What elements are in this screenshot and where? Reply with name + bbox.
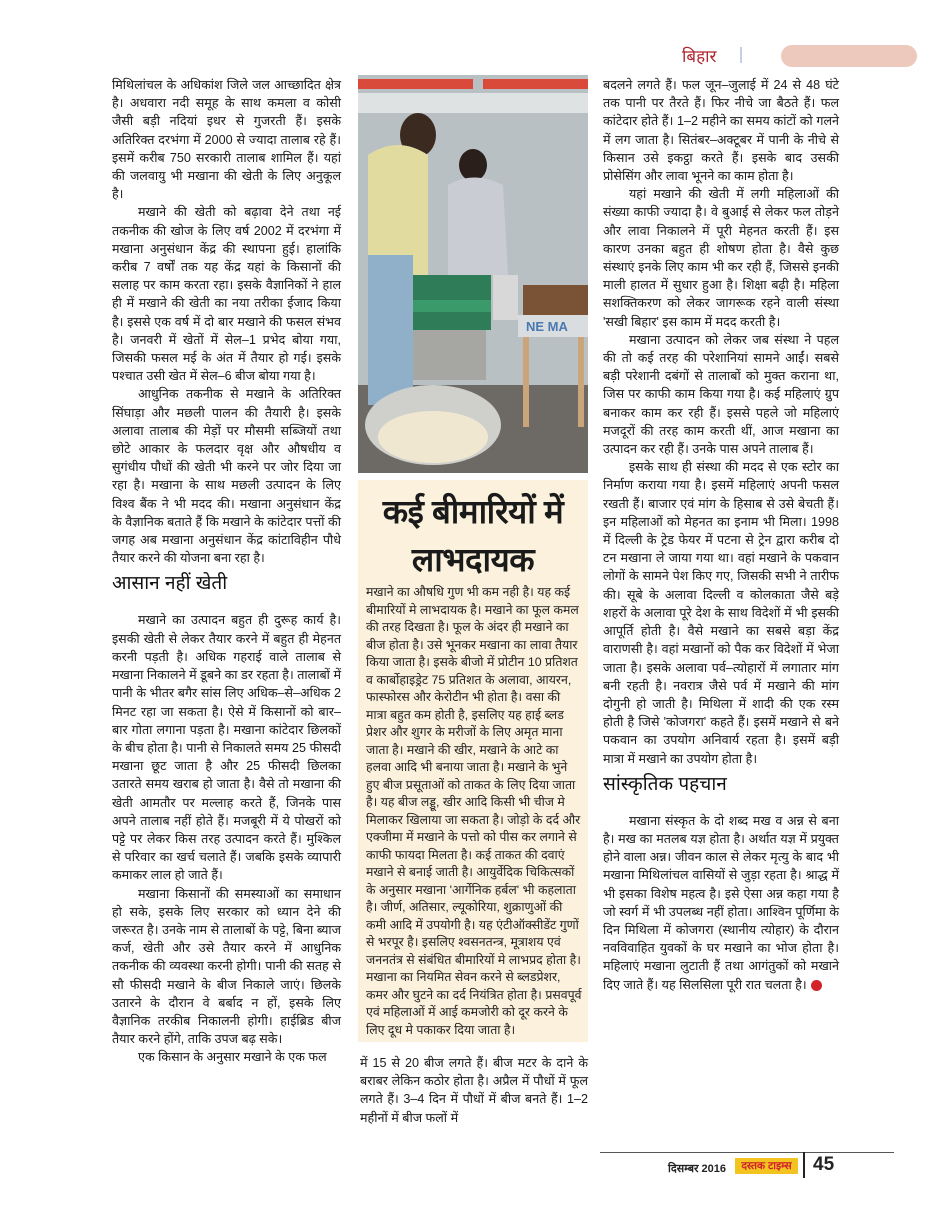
paragraph-text: मखाना संस्कृत के दो शब्द मख व अन्न से बना है। मख का मतलब यज्ञ होता है। अर्थात यज्ञ में प्रयुक्त होने वाला अन्न। जीवन काल से लेकर मृत्यु के बाद भी मखाना मिथिलांचल वासियों से जुड़ा रहता है। श्राद्ध में भी इसका विशेष महत्व है। इसे ऐसा अन्न कहा गया है जो स्वर्ग में भी उपलब्ध नहीं होता। आश्विन पूर्णिमा के दिन मिथिला में कोजगरा (स्थानीय त्योहार) के दौरान नवविवाहित युवकों के घर मखाने का भोज होता है। महिलाएं मखाना लुटाती हैं तथा आगंतुकों को मखाने दिए जाते हैं। यह सिलसिला पूरी रात चलता है। (603, 813, 839, 992)
header-divider (740, 47, 742, 63)
paragraph: में 15 से 20 बीज लगते हैं। बीज मटर के दाने के बराबर लेकिन कठोर होता है। अप्रैल में पौधों में फूल लगते हैं। 3–4 दिन में पौधों में बीज बनते हैं। 1–2 महीनों में बीज फलों में (360, 1056, 588, 1125)
paragraph: एक किसान के अनुसार मखाने के एक फल (138, 1050, 327, 1065)
header-decor-pill (781, 45, 917, 67)
paragraph: मखाने की खेती को बढ़ावा देने तथा नई तकनीक की खोज के लिए वर्ष 2002 में दरभंगा में मखाना अनुसंधान केंद्र की स्थापना हुई। हालांकि करीब 7 वर्षों तक यह केंद्र यहां के किसानों की सलाह पर काम करता रहा। इसके वैज्ञानिकों ने हाल ही में मखाने की खेती का नया तरीका ईजाद किया है। इससे एक वर्ष में दो बार मखाने की फसल संभव है। जनवरी में खेतों में सेल–1 प्रभेद बोया गया, जिसकी फसल मई के अंत में तैयार हो गई। इसके पश्चात उसी खेत में सेल–6 बीज बोया गया है। (112, 205, 341, 384)
paragraph: आधुनिक तकनीक से मखाने के अतिरिक्त सिंघाड़ा और मछली पालन की तैयारी है। इसके अलावा तालाब की मेड़ों पर मौसमी सब्जियों तथा छोटे आकार के फलदार वृक्ष और औषधीय व सुगंधीय पौधों की खेती भी करने पर जोर दिया जा रहा है। मखाना के साथ मछली उत्पादन के लिए विश्व बैंक ने भी मदद की। मखाना अनुसंधान केंद्र के वैज्ञानिक बताते हैं कि मखाने के कांटेदार पत्तों की जगह अब मखाना अनुसंधान केंद्र कांटाविहीन पौधे तैयार करने की योजना बना रहा है। (112, 387, 341, 566)
sidebar-box (358, 480, 588, 1042)
footer-divider (803, 1152, 805, 1178)
sidebar-title: कई बीमारियों में लाभदायक (382, 493, 564, 578)
article-column-1 (112, 76, 341, 1067)
photo-illustration (358, 75, 588, 473)
paragraph: इसके साथ ही संस्था की मदद से एक स्टोर का निर्माण कराया गया है। इसमें महिलाएं अपनी फसल रखती हैं। बाजार एवं मांग के हिसाब से उसे बेचती हैं। इन महिलाओं को मेहनत का इनाम भी मिला। 1998 में दिल्ली के ट्रेड फेयर में पटना से ट्रेन द्वारा करीब दो टन मखाना ले जाया गया था। वहां मखाने के पकवान लोगों के सामने पेश किए गए, जिसकी सभी ने तारीफ की। सूबे के अलावा दिल्ली व कोलकाता जैसे बड़े शहरों के अलावा पूरे देश के साथ विदेशों में भी इसकी आपूर्ति होती है। वैसे मखाने का सबसे बड़ा केंद्र वाराणसी है। वहां मखानों को पैक कर विदेशों में भेजा जाता है। इसके अलावा पर्व–त्योहारों में लगातार मांग बनी रहती है। नवरात्र जैसे पर्व में मखाने की मांग दोगुनी हो जाती है। मिथिला में शादी की एक रस्म होती है जिसे 'कोजगरा' कहते हैं। इसमें मखाने से बने पकवान का उपयोग अनिवार्य रहता है। इसमें बड़ी मात्रा में मखाने का उपयोग होता है। (603, 460, 839, 766)
subheading: आसान नहीं खेती (112, 573, 228, 595)
footer-rule (600, 1152, 894, 1153)
article-photo (358, 75, 588, 473)
paragraph: बदलने लगते हैं। फल जून–जुलाई में 24 से 48 घंटे तक पानी पर तैरते हैं। फिर नीचे जा बैठते हैं। फल कांटेदार होते हैं। 1–2 महीने का समय कांटों को गलने में लग जाता है। सितंबर–अक्टूबर में पानी के नीचे से किसान उसे इकट्ठा करते हैं। इसके बाद उसकी प्रोसेसिंग और लावा भूनने का काम होता है। (603, 78, 839, 184)
photo-sign-text: NE MA (526, 319, 568, 334)
paragraph: मखाने का उत्पादन बहुत ही दुरूह कार्य है। इसकी खेती से लेकर तैयार करने में बहुत ही मेहनत करनी पड़ती है। अधिक गहराई वाले तालाब से मखाना निकालने में डूबने का डर रहता है। तालाबों में पानी के भीतर बगैर सांस लिए अधिक–से–अधिक 2 मिनट रहा जा सकता है। ऐसे में किसानों को बार–बार गोता लगाना पड़ता है। मखाना कांटेदार छिलकों के बीच होता है। पानी से निकालते समय 25 फीसदी मखाना छूट जाता है और 25 फीसदी छिलका उतारते समय खराब हो जाता है। वैसे तो मखाना की खेती आमतौर पर मल्लाह करते हैं, जिनके पास अपने तालाब नहीं होते हैं। मजबूरी में ये पोखरों को पट्टे पर लेकर किस तरह उत्पादन करते हैं। मुश्किल से परिवार का खर्च चलाते हैं। जबकि इसके व्यापारी कमाकर लाल हो जाते हैं। (112, 613, 341, 883)
footer-date: दिसम्बर 2016 (668, 1163, 727, 1175)
paragraph: मखाना किसानों की समस्याओं का समाधान हो सके, इसके लिए सरकार को ध्यान देने की जरूरत है। उनके नाम से तालाबों के पट्टे, बिना ब्याज कर्ज, खेती और उसे तैयार करने में आधुनिक तकनीक की व्यवस्था करनी होगी। पानी की सतह से सौ फीसदी मखाने के बीज निकाले जाएं। छिलके उतारने के दौरान वे बर्बाद न हों, इसके लिए वैज्ञानिक तरकीब निकालनी होगी। हाईब्रिड बीज तैयार करने होंगे, ताकि उपज बढ़ सके। (112, 886, 341, 1047)
page-number: 45 (813, 1154, 835, 1175)
paragraph-final (603, 812, 839, 994)
sidebar-body: मखाने का औषधि गुण भी कम नही है। यह कई बीमारियों मे लाभदायक है। मखाने का फूल कमल की तरह दिखता है। फूल के अंदर ही मखाने का बीज होता है। उसे भूनकर मखाना का लावा तैयार किया जाता है। इसके बीजो में प्रोटीन 10 प्रतिशत व कार्बोहाइड्रेट 75 प्रतिशत के अलावा, आयरन, फास्फोरस और केरोटीन भी होता है। वसा की मात्रा बहुत कम होती है, इसलिए यह हाई ब्लड प्रेशर और शुगर के मरीजों के लिए अमृत माना जाता है। मखाने की खीर, मखाने के आटे का हलवा आदि भी बनाया जाता है। मखाने के भुने हुए बीज प्रसूताओं को ताकत के लिए दिया जाता है। यह बीज लड्डू, खीर आदि किसी भी चीज मे मिलाकर खिलाया जा सकता है। जोड़ो के दर्द और एक्जीमा में मखाने के पत्तो को पीस कर लगाने से काफी फायदा मिलता है। कई ताकत की दवाएं मखाने से बनाई जाती है। आयुर्वेदिक चिकित्सकों के अनुसार मखाना 'आर्गेनिक हर्बल' भी कहलाता है। जीर्ण, अतिसार, ल्यूकोरिया, शुक्राणुओं की कमी आदि में उपयोगी है। यह एंटीऑक्सीडेंट गुणों से भरपूर है। इसलिए श्वसनतन्त्र, मूत्राशय एवं जननतंत्र से संबंधित बीमारियों मे लाभप्रद होता है। मखाना का नियमित सेवन करने से ब्लडप्रेशर, कमर और घुटने का दर्द नियंत्रित होता है। प्रसवपूर्व एवं महिलाओं में आई कमजोरी को दूर करने के लिए दूध मे पकाकर दिया जाता है। (366, 585, 582, 1037)
subheading: सांस्कृतिक पहचान (603, 773, 727, 795)
article-column-3 (603, 76, 839, 994)
article-column-2-continuation (360, 1054, 588, 1127)
magazine-logo: दस्तक टाइम्स (735, 1158, 798, 1174)
end-mark-icon (811, 980, 822, 991)
paragraph: मखाना उत्पादन को लेकर जब संस्था ने पहल की तो कई तरह की परेशानियां सामने आईं। सबसे बड़ी परेशानी दबंगों से तालाबों को मुक्त कराना था, जिस पर काफी काम किया गया है। कई महिलाएं ग्रुप बनाकर काम कर रही हैं। इससे पहले जो महिलाएं मजदूरों की तरह काम करती थीं, आज मखाना का उत्पादन कर रही हैं। उनके पास अपने तालाब हैं। (603, 332, 839, 457)
section-label: बिहार (682, 47, 717, 66)
paragraph: यहां मखाने की खेती में लगी महिलाओं की संख्या काफी ज्यादा है। वे बुआई से लेकर फल तोड़ने और लावा निकालने में पूरी मेहनत करती हैं। इस कारण उनका बहुत ही शोषण होता है। वैसे कुछ संस्थाएं इनके लिए काम भी कर रही हैं, जिससे इनकी माली हालत में सुधार हुआ है। शिक्षा बढ़ी है। महिला सशक्तिकरण को लेकर जागरूक रहने वाली संस्था 'सखी बिहार' इस काम में मदद करती है। (603, 187, 839, 329)
paragraph: मिथिलांचल के अधिकांश जिले जल आच्छादित क्षेत्र है। अधवारा नदी समूह के साथ कमला व कोसी जैसी बड़ी नदियां इधर से गुजरती हैं। इसके अतिरिक्त दरभंगा में 2000 से ज्यादा तालाब रहे हैं। इसमें करीब 750 सरकारी तालाब शामिल हैं। यहां की जलवायु भी मखाना की खेती के लिए अनुकूल है। (112, 78, 341, 202)
